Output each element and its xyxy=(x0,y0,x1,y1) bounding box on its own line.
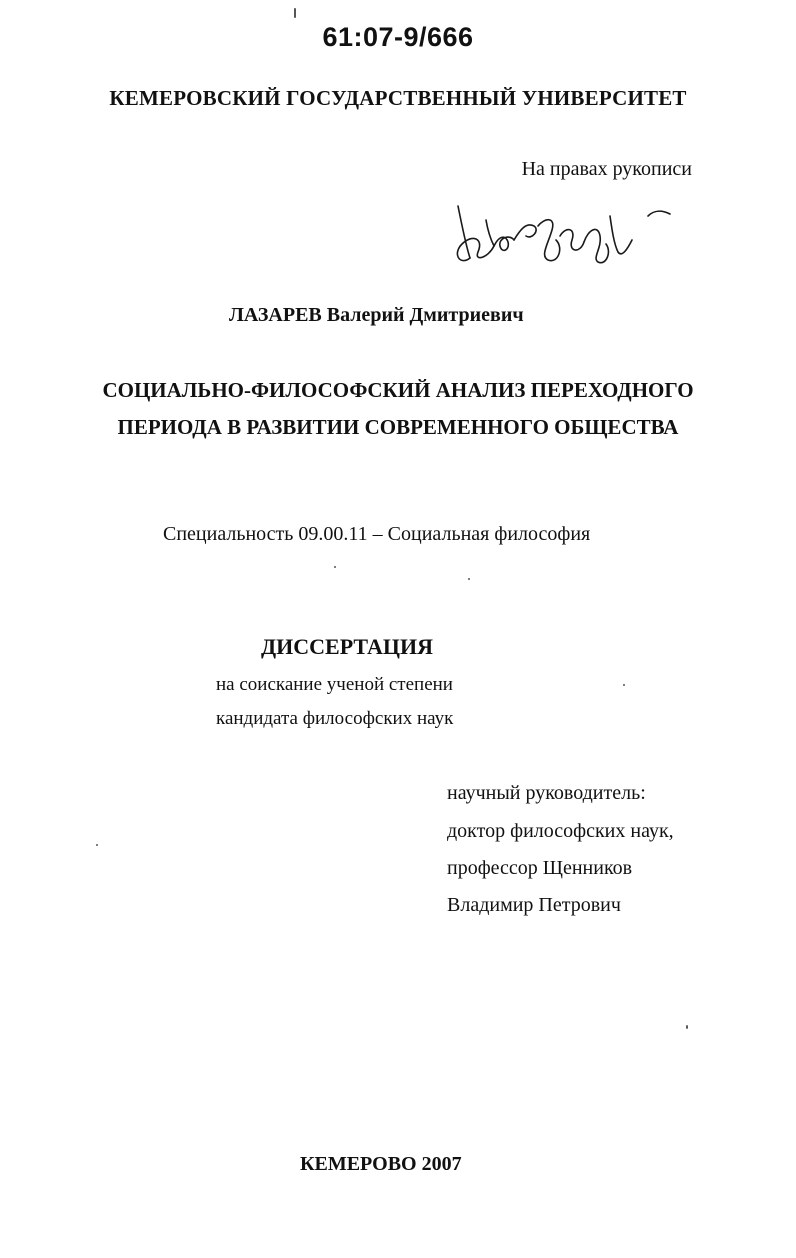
supervisor-line: научный руководитель: xyxy=(447,782,646,804)
handwritten-signature xyxy=(448,196,678,276)
dissertation-title xyxy=(0,372,796,446)
author-name: ЛАЗАРЕВ Валерий Дмитриевич xyxy=(229,304,524,326)
scan-speck xyxy=(96,844,98,846)
scan-speck xyxy=(623,684,625,686)
title-line: СОЦИАЛЬНО-ФИЛОСОФСКИЙ АНАЛИЗ ПЕРЕХОДНОГО xyxy=(102,378,694,402)
degree-line: кандидата философских наук xyxy=(216,708,454,729)
scan-speck xyxy=(686,1025,688,1029)
manuscript-rights-label: На правах рукописи xyxy=(521,158,692,180)
university-name: КЕМЕРОВСКИЙ ГОСУДАРСТВЕННЫЙ УНИВЕРСИТЕТ xyxy=(109,86,687,110)
scan-speck xyxy=(294,8,296,18)
city-year: КЕМЕРОВО 2007 xyxy=(300,1153,462,1175)
supervisor-line: Владимир Петрович xyxy=(447,894,621,916)
document-type-heading: ДИССЕРТАЦИЯ xyxy=(261,634,433,659)
degree-line: на соискание ученой степени xyxy=(216,674,453,695)
supervisor-line: профессор Щенников xyxy=(447,857,633,879)
specialty-line: Специальность 09.00.11 – Социальная философия xyxy=(163,523,591,545)
supervisor-line: доктор философских наук, xyxy=(447,820,674,842)
catalog-number: 61:07-9/666 xyxy=(322,22,474,52)
scan-speck xyxy=(334,566,336,568)
title-line: ПЕРИОДА В РАЗВИТИИ СОВРЕМЕННОГО ОБЩЕСТВА xyxy=(117,415,679,439)
scan-speck xyxy=(468,578,470,580)
